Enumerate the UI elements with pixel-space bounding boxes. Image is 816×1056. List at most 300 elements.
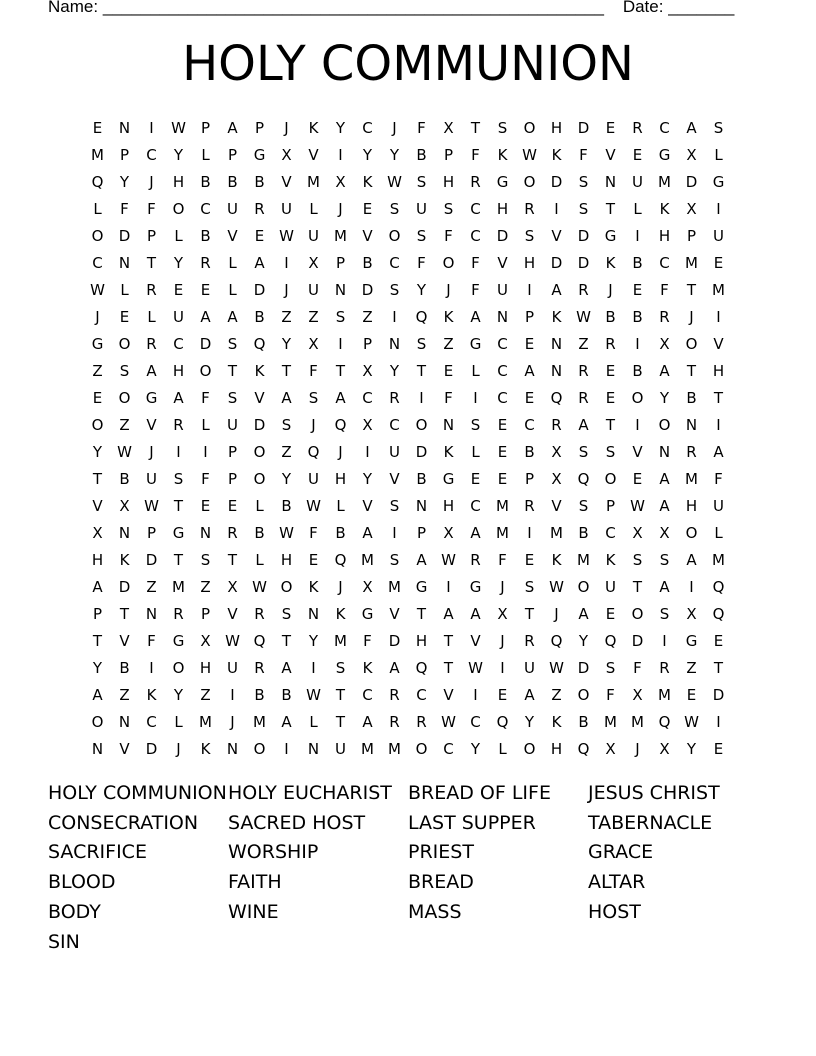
grid-letter: U [173, 307, 184, 326]
grid-letter: J [338, 199, 343, 218]
grid-letter: M [253, 712, 266, 731]
grid-letter: A [551, 280, 562, 299]
grid-letter: N [226, 739, 239, 758]
grid-letter: H [415, 631, 428, 650]
grid-letter: I [284, 739, 289, 758]
grid-letter: O [172, 199, 185, 218]
grid-letter: L [471, 442, 480, 461]
grid-letter: W [225, 631, 240, 650]
grid-letter: F [444, 388, 453, 407]
grid-letter: M [658, 685, 671, 704]
grid-letter: A [659, 361, 670, 380]
grid-letter: P [146, 523, 157, 542]
grid-letter: C [146, 145, 157, 164]
grid-letter: S [227, 388, 238, 407]
grid-letter: C [470, 199, 481, 218]
grid-letter: Q [307, 442, 320, 461]
grid-letter: L [633, 199, 642, 218]
grid-letter: B [119, 658, 130, 677]
grid-letter: R [632, 118, 643, 137]
grid-letter: O [523, 739, 536, 758]
grid-letter: J [338, 577, 343, 596]
grid-letter: Q [712, 604, 725, 623]
grid-letter: F [471, 253, 480, 272]
grid-letter: O [577, 577, 590, 596]
grid-letter: K [659, 199, 670, 218]
grid-letter: X [551, 442, 562, 461]
grid-letter: E [524, 334, 535, 353]
grid-letter: T [281, 631, 292, 650]
grid-letter: E [605, 361, 616, 380]
grid-letter: O [631, 604, 644, 623]
grid-letter: R [146, 334, 157, 353]
grid-letter: J [500, 577, 505, 596]
grid-letter: Z [200, 577, 211, 596]
grid-letter: S [659, 550, 670, 569]
grid-letter: Z [92, 361, 103, 380]
grid-letter: R [524, 496, 535, 515]
grid-letter: Z [551, 685, 562, 704]
grid-letter: J [446, 280, 451, 299]
grid-letter: T [119, 604, 130, 623]
grid-letter: C [524, 415, 535, 434]
grid-letter: N [307, 604, 320, 623]
grid-letter: Q [550, 388, 563, 407]
grid-letter: E [173, 280, 184, 299]
grid-letter: O [199, 361, 212, 380]
grid-letter: A [146, 361, 157, 380]
grid-letter: I [716, 712, 721, 731]
grid-letter: U [308, 226, 319, 245]
grid-letter: W [306, 496, 321, 515]
grid-letter: R [254, 658, 265, 677]
grid-letter: I [635, 226, 640, 245]
grid-letter: Q [334, 550, 347, 569]
grid-letter: R [416, 712, 427, 731]
grid-letter: A [578, 415, 589, 434]
grid-letter: W [441, 712, 456, 731]
grid-letter: B [254, 685, 265, 704]
grid-letter: R [605, 334, 616, 353]
grid-letter: W [684, 712, 699, 731]
grid-letter: Q [253, 631, 266, 650]
grid-letter: M [496, 523, 509, 542]
grid-letter: S [281, 604, 292, 623]
grid-letter: A [470, 604, 481, 623]
grid-letter: T [416, 361, 427, 380]
grid-letter: S [524, 577, 535, 596]
grid-letter: X [632, 523, 643, 542]
grid-letter: I [716, 415, 721, 434]
grid-letter: J [689, 307, 694, 326]
word-list-item: BLOOD [48, 871, 116, 894]
grid-letter: I [716, 199, 721, 218]
grid-letter: G [442, 469, 455, 488]
grid-letter: X [92, 523, 103, 542]
grid-letter: B [578, 712, 589, 731]
grid-letter: O [523, 118, 536, 137]
grid-letter: E [686, 685, 697, 704]
grid-letter: Y [578, 631, 589, 650]
grid-letter: V [605, 145, 616, 164]
grid-letter: M [388, 577, 401, 596]
grid-letter: Z [281, 442, 292, 461]
page-title: HOLY COMMUNION [182, 36, 634, 92]
grid-letter: D [388, 631, 401, 650]
grid-letter: H [172, 172, 185, 191]
grid-letter: T [713, 658, 724, 677]
grid-letter: H [442, 496, 455, 515]
grid-letter: T [335, 685, 346, 704]
grid-letter: Y [308, 631, 319, 650]
grid-letter: M [712, 280, 725, 299]
grid-letter: S [335, 658, 346, 677]
grid-letter: I [473, 388, 478, 407]
grid-letter: C [416, 685, 427, 704]
grid-letter: W [468, 658, 483, 677]
grid-letter: E [497, 469, 508, 488]
grid-letter: M [91, 145, 104, 164]
grid-letter: J [311, 415, 316, 434]
grid-letter: X [605, 739, 616, 758]
grid-letter: U [308, 280, 319, 299]
grid-letter: E [713, 631, 724, 650]
grid-letter: X [119, 496, 130, 515]
grid-letter: Y [524, 712, 535, 731]
grid-letter: J [608, 280, 613, 299]
grid-letter: G [172, 631, 185, 650]
grid-letter: S [281, 415, 292, 434]
grid-letter: S [308, 388, 319, 407]
grid-letter: S [227, 334, 238, 353]
word-list-item: HOLY COMMUNION [48, 781, 227, 804]
grid-letter: N [145, 604, 158, 623]
grid-letter: N [604, 172, 617, 191]
grid-letter: W [90, 280, 105, 299]
grid-letter: K [200, 739, 211, 758]
grid-letter: Q [91, 172, 104, 191]
grid-letter: I [392, 307, 397, 326]
grid-letter: G [253, 145, 266, 164]
grid-letter: N [415, 496, 428, 515]
grid-letter: M [577, 550, 590, 569]
grid-letter: T [605, 415, 616, 434]
grid-letter: E [524, 388, 535, 407]
grid-letter: Z [200, 685, 211, 704]
grid-letter: H [280, 550, 293, 569]
grid-letter: N [685, 415, 698, 434]
grid-letter: I [365, 442, 370, 461]
word-list-item: WORSHIP [228, 841, 319, 864]
grid-letter: R [146, 280, 157, 299]
grid-letter: J [338, 442, 343, 461]
grid-letter: Z [308, 307, 319, 326]
grid-letter: V [362, 496, 373, 515]
grid-letter: L [201, 415, 210, 434]
grid-letter: V [119, 739, 130, 758]
grid-letter: E [308, 550, 319, 569]
grid-letter: R [659, 658, 670, 677]
grid-letter: Y [389, 361, 400, 380]
grid-letter: N [118, 118, 131, 137]
grid-letter: K [362, 658, 373, 677]
grid-letter: D [199, 334, 212, 353]
grid-letter: C [173, 334, 184, 353]
grid-letter: F [579, 145, 588, 164]
grid-letter: X [227, 577, 238, 596]
grid-letter: S [200, 550, 211, 569]
grid-letter: E [497, 442, 508, 461]
grid-letter: B [281, 685, 292, 704]
grid-letter: V [470, 631, 481, 650]
grid-letter: F [417, 118, 426, 137]
grid-letter: R [200, 253, 211, 272]
grid-letter: C [362, 118, 373, 137]
grid-letter: M [334, 631, 347, 650]
grid-letter: D [253, 415, 266, 434]
grid-letter: S [713, 118, 724, 137]
grid-letter: O [172, 658, 185, 677]
grid-letter: T [416, 604, 427, 623]
grid-letter: N [307, 739, 320, 758]
grid-letter: L [228, 280, 237, 299]
grid-letter: C [443, 739, 454, 758]
grid-letter: P [524, 469, 535, 488]
grid-letter: O [388, 226, 401, 245]
grid-letter: E [470, 469, 481, 488]
grid-letter: Y [281, 469, 292, 488]
grid-letter: Y [389, 145, 400, 164]
grid-letter: X [362, 577, 373, 596]
grid-letter: K [443, 442, 454, 461]
grid-letter: L [255, 496, 264, 515]
grid-letter: T [227, 550, 238, 569]
grid-letter: O [253, 469, 266, 488]
grid-letter: P [227, 469, 238, 488]
grid-letter: I [554, 199, 559, 218]
grid-letter: P [227, 145, 238, 164]
word-list-item: FAITH [228, 871, 282, 894]
grid-letter: B [686, 388, 697, 407]
grid-letter: A [686, 118, 697, 137]
grid-letter: R [551, 415, 562, 434]
grid-letter: W [306, 685, 321, 704]
word-list-item: SACRIFICE [48, 841, 147, 864]
grid-letter: E [200, 280, 211, 299]
grid-letter: N [442, 415, 455, 434]
grid-letter: E [713, 739, 724, 758]
grid-letter: Z [119, 685, 130, 704]
grid-letter: Z [281, 307, 292, 326]
grid-letter: G [91, 334, 104, 353]
grid-letter: N [118, 523, 131, 542]
grid-letter: Q [334, 415, 347, 434]
grid-letter: I [446, 577, 451, 596]
grid-letter: O [604, 469, 617, 488]
grid-letter: E [497, 415, 508, 434]
grid-letter: O [253, 739, 266, 758]
letter-grid [84, 114, 732, 762]
grid-letter: Q [415, 658, 428, 677]
grid-letter: Y [281, 334, 292, 353]
grid-letter: N [388, 334, 401, 353]
grid-letter: L [309, 712, 318, 731]
grid-letter: D [685, 172, 698, 191]
grid-letter: G [145, 388, 158, 407]
grid-letter: P [605, 496, 616, 515]
grid-letter: I [527, 523, 532, 542]
grid-letter: E [119, 307, 130, 326]
grid-letter: V [389, 604, 400, 623]
grid-letter: X [200, 631, 211, 650]
grid-letter: F [147, 631, 156, 650]
grid-letter: I [419, 388, 424, 407]
grid-letter: I [338, 334, 343, 353]
grid-letter: S [578, 199, 589, 218]
grid-letter: G [415, 577, 428, 596]
grid-letter: B [362, 253, 373, 272]
grid-letter: X [686, 145, 697, 164]
grid-letter: I [203, 442, 208, 461]
grid-letter: M [388, 739, 401, 758]
grid-letter: L [498, 739, 507, 758]
grid-letter: F [444, 226, 453, 245]
grid-letter: D [118, 577, 131, 596]
grid-letter: W [144, 496, 159, 515]
grid-letter: U [227, 658, 238, 677]
grid-letter: B [200, 226, 211, 245]
word-list-item: JESUS CHRIST [588, 781, 720, 804]
grid-letter: O [91, 712, 104, 731]
grid-letter: S [335, 307, 346, 326]
grid-letter: K [119, 550, 130, 569]
grid-letter: T [470, 118, 481, 137]
grid-letter: G [712, 172, 725, 191]
grid-letter: D [577, 658, 590, 677]
grid-letter: U [416, 199, 427, 218]
grid-letter: V [92, 496, 103, 515]
grid-letter: V [632, 442, 643, 461]
word-list-item: ALTAR [588, 871, 646, 894]
grid-letter: K [605, 253, 616, 272]
word-list-item: WINE [228, 901, 279, 924]
grid-letter: D [631, 631, 644, 650]
grid-letter: A [281, 658, 292, 677]
grid-letter: J [500, 631, 505, 650]
grid-letter: N [658, 442, 671, 461]
grid-letter: Z [578, 334, 589, 353]
grid-letter: D [550, 172, 563, 191]
grid-letter: F [714, 469, 723, 488]
grid-letter: O [118, 334, 131, 353]
grid-letter: E [92, 118, 103, 137]
grid-letter: I [500, 658, 505, 677]
grid-letter: H [496, 199, 509, 218]
grid-letter: U [308, 469, 319, 488]
grid-letter: F [498, 550, 507, 569]
grid-letter: Y [659, 388, 670, 407]
word-list-item: BREAD [408, 871, 474, 894]
grid-letter: K [551, 307, 562, 326]
grid-letter: J [149, 172, 154, 191]
grid-letter: Q [577, 469, 590, 488]
grid-letter: Y [416, 280, 427, 299]
grid-letter: E [92, 388, 103, 407]
grid-letter: U [146, 469, 157, 488]
grid-letter: D [712, 685, 725, 704]
grid-letter: U [713, 226, 724, 245]
grid-letter: A [659, 469, 670, 488]
grid-letter: J [230, 712, 235, 731]
grid-letter: C [200, 199, 211, 218]
grid-letter: E [605, 604, 616, 623]
grid-letter: F [309, 361, 318, 380]
grid-letter: V [119, 631, 130, 650]
grid-letter: W [252, 577, 267, 596]
grid-letter: P [686, 226, 697, 245]
grid-letter: T [632, 577, 643, 596]
grid-letter: R [254, 199, 265, 218]
grid-letter: R [524, 631, 535, 650]
grid-letter: E [254, 226, 265, 245]
word-list-item: HOST [588, 901, 641, 924]
grid-letter: C [497, 334, 508, 353]
grid-letter: Z [362, 307, 373, 326]
grid-letter: Z [443, 334, 454, 353]
grid-letter: Y [686, 739, 697, 758]
grid-letter: L [120, 280, 129, 299]
grid-letter: A [524, 685, 535, 704]
grid-letter: E [632, 469, 643, 488]
grid-letter: Q [253, 334, 266, 353]
grid-letter: I [392, 523, 397, 542]
grid-letter: V [308, 145, 319, 164]
grid-letter: B [227, 172, 238, 191]
grid-letter: F [633, 658, 642, 677]
grid-letter: S [524, 226, 535, 245]
grid-letter: T [92, 469, 103, 488]
grid-letter: U [227, 199, 238, 218]
grid-letter: X [335, 172, 346, 191]
grid-letter: S [119, 361, 130, 380]
word-list-item: CONSECRATION [48, 811, 199, 834]
grid-letter: I [527, 280, 532, 299]
grid-letter: B [254, 523, 265, 542]
grid-letter: N [118, 712, 131, 731]
grid-letter: C [470, 496, 481, 515]
grid-letter: Q [604, 631, 617, 650]
grid-letter: M [199, 712, 212, 731]
grid-letter: D [577, 253, 590, 272]
grid-letter: H [523, 253, 536, 272]
grid-letter: D [145, 550, 158, 569]
grid-letter: F [147, 199, 156, 218]
grid-letter: O [253, 442, 266, 461]
name-label: Name: [48, 0, 99, 16]
grid-letter: B [335, 523, 346, 542]
grid-letter: C [362, 685, 373, 704]
grid-letter: R [389, 712, 400, 731]
grid-letter: E [497, 685, 508, 704]
grid-letter: V [227, 604, 238, 623]
grid-letter: H [550, 118, 563, 137]
grid-letter: J [635, 739, 640, 758]
grid-letter: M [361, 739, 374, 758]
grid-letter: P [416, 523, 427, 542]
grid-letter: V [713, 334, 724, 353]
grid-letter: P [200, 604, 211, 623]
grid-letter: R [254, 604, 265, 623]
